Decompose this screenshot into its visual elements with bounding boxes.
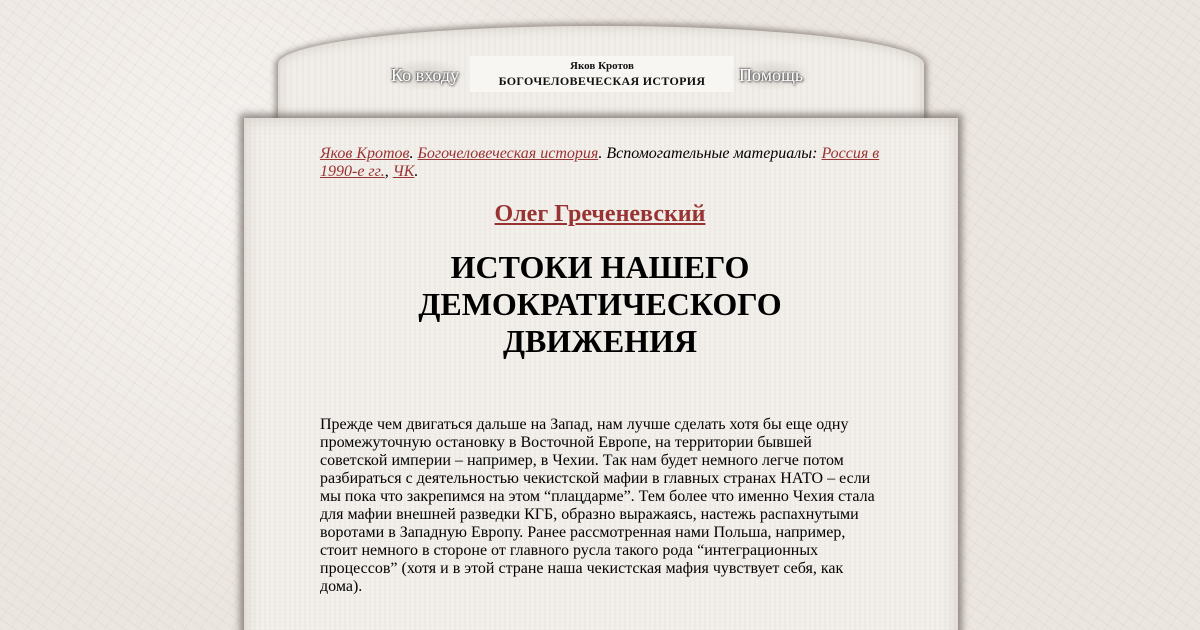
nav-entrance-label: Ко входу	[390, 64, 460, 85]
breadcrumb-link-cheka[interactable]: ЧК	[392, 163, 415, 180]
site-logo[interactable]	[470, 56, 734, 92]
nav-help-button[interactable]	[731, 60, 811, 90]
breadcrumb-separator: ,	[384, 163, 393, 180]
breadcrumb	[320, 145, 885, 181]
article-title: ИСТОКИ НАШЕГО ДЕМОКРАТИЧЕСКОГО ДВИЖЕНИЯ	[418, 249, 782, 359]
breadcrumb-link-author[interactable]: Яков Кротов	[320, 145, 410, 162]
breadcrumb-end: .	[414, 163, 419, 180]
breadcrumb-link-russia-1990s[interactable]: Россия в 1990-е гг.	[320, 145, 880, 180]
logo-site-name: БОГОЧЕЛОВЕЧЕСКАЯ ИСТОРИЯ	[498, 74, 706, 88]
article-author-link[interactable]: Олег Греченевский	[494, 201, 706, 227]
breadcrumb-text: . Вспомогательные материалы:	[598, 145, 822, 162]
article-author	[320, 200, 880, 228]
nav-entrance-button[interactable]	[385, 60, 465, 90]
article-paragraph: Прежде чем двигаться дальше на Запад, нам лучше сделать хотя бы еще одну промежуточную остановку в Восточной Европе, на территории бывшей советской империи – например, в Чехии. Так нам будет немного легче потом разбираться с деятельностью чекистской мафии в главных странах НАТО – если мы пока что закрепимся на этом “плацдарме”. Тем более что именно Чехия стала для мафии внешней разведки КГБ, образно выражаясь, настежь распахнутыми воротами в Западную Европу. Ранее рассмотренная нами Польша, например, стоит немного в стороне от главного русла такого рода “интеграционных процессов” (хотя и в этой стране наша чекистская мафия чувствует себя, как дома).	[320, 416, 875, 595]
nav-help-label: Помощь	[738, 64, 804, 85]
breadcrumb-link-history[interactable]: Богочеловеческая история	[417, 145, 599, 162]
breadcrumb-separator: .	[409, 145, 418, 162]
logo-author: Яков Кротов	[570, 60, 634, 72]
